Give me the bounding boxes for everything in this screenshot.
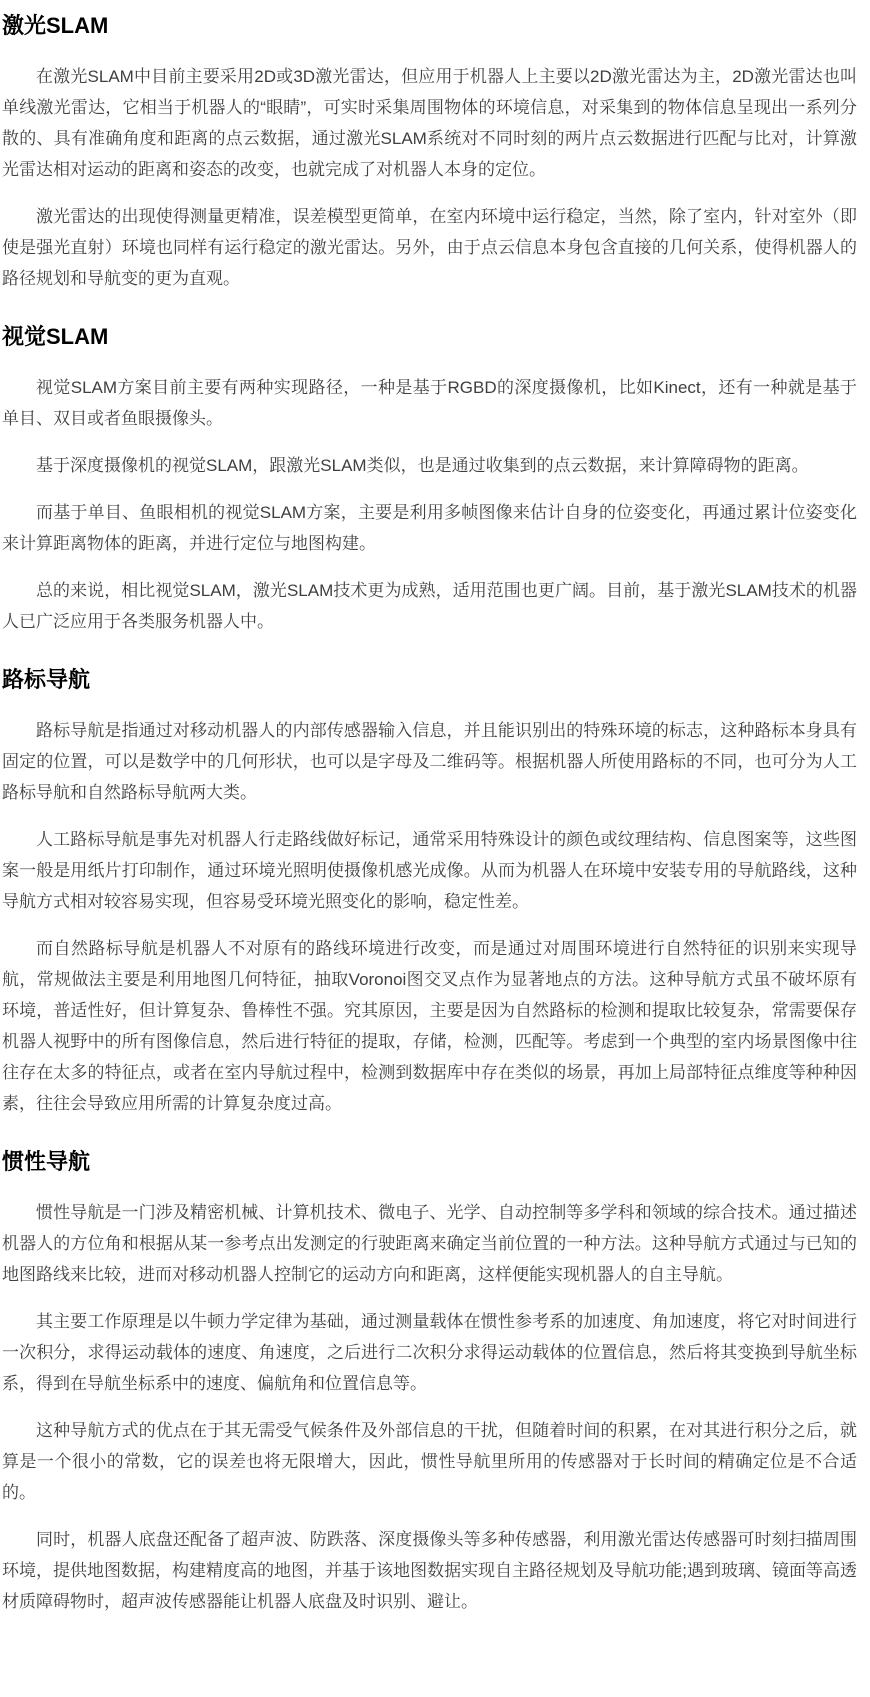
- section-landmark-navigation: [2, 667, 857, 1119]
- section-laser-slam: [2, 13, 857, 294]
- paragraph: 同时，机器人底盘还配备了超声波、防跌落、深度摄像头等多种传感器，利用激光雷达传感器可时刻扫描周围环境，提供地图数据，构建精度高的地图，并基于该地图数据实现自主路径规划及导航功能;遇到玻璃、镜面等高透材质障碍物时，超声波传感器能让机器人底盘及时识别、避让。: [2, 1530, 857, 1611]
- paragraph: 而自然路标导航是机器人不对原有的路线环境进行改变，而是通过对周围环境进行自然特征的识别来实现导航，常规做法主要是利用地图几何特征，抽取Voronoi图交叉点作为显著地点的方法。这种导航方式虽不破坏原有环境，普适性好，但计算复杂、鲁棒性不强。究其原因，主要是因为自然路标的检测和提取比较复杂，常需要保存机器人视野中的所有图像信息，然后进行特征的提取，存储，检测，匹配等。考虑到一个典型的室内场景图像中往往存在太多的特征点，或者在室内导航过程中，检测到数据库中存在类似的场景，再加上局部特征点维度等种种因素，往往会导致应用所需的计算复杂度过高。: [2, 939, 857, 1113]
- article: [2, 13, 857, 1617]
- section-visual-slam: [2, 324, 857, 637]
- paragraph: 路标导航是指通过对移动机器人的内部传感器输入信息，并且能识别出的特殊环境的标志，这种路标本身具有固定的位置，可以是数学中的几何形状，也可以是字母及二维码等。根据机器人所使用路标的不同，也可分为人工路标导航和自然路标导航两大类。: [2, 721, 857, 802]
- paragraph: 人工路标导航是事先对机器人行走路线做好标记，通常采用特殊设计的颜色或纹理结构、信息图案等，这些图案一般是用纸片打印制作，通过环境光照明使摄像机感光成像。从而为机器人在环境中安装专用的导航路线，这种导航方式相对较容易实现，但容易受环境光照变化的影响，稳定性差。: [2, 830, 857, 911]
- heading-inertial-navigation: 惯性导航: [2, 1149, 91, 1174]
- paragraph: 这种导航方式的优点在于其无需受气候条件及外部信息的干扰，但随着时间的积累，在对其进行积分之后，就算是一个很小的常数，它的误差也将无限增大，因此，惯性导航里所用的传感器对于长时间的精确定位是不合适的。: [2, 1421, 857, 1502]
- paragraph: 总的来说，相比视觉SLAM，激光SLAM技术更为成熟，适用范围也更广阔。目前，基于激光SLAM技术的机器人已广泛应用于各类服务机器人中。: [2, 581, 857, 631]
- paragraph: 惯性导航是一门涉及精密机械、计算机技术、微电子、光学、自动控制等多学科和领域的综合技术。通过描述机器人的方位角和根据从某一参考点出发测定的行驶距离来确定当前位置的一种方法。这种导航方式通过与已知的地图路线来比较，进而对移动机器人控制它的运动方向和距离，这样便能实现机器人的自主导航。: [2, 1203, 857, 1284]
- heading-laser-slam: 激光SLAM: [2, 13, 109, 38]
- paragraph: 视觉SLAM方案目前主要有两种实现路径，一种是基于RGBD的深度摄像机，比如Kinect，还有一种就是基于单目、双目或者鱼眼摄像头。: [2, 378, 857, 428]
- paragraph: 激光雷达的出现使得测量更精准，误差模型更简单，在室内环境中运行稳定，当然，除了室内，针对室外（即使是强光直射）环境也同样有运行稳定的激光雷达。另外，由于点云信息本身包含直接的几何关系，使得机器人的路径规划和导航变的更为直观。: [2, 207, 857, 288]
- heading-visual-slam: 视觉SLAM: [2, 324, 109, 349]
- paragraph: 其主要工作原理是以牛顿力学定律为基础，通过测量载体在惯性参考系的加速度、角加速度，将它对时间进行一次积分，求得运动载体的速度、角速度，之后进行二次积分求得运动载体的位置信息，然后将其变换到导航坐标系，得到在导航坐标系中的速度、偏航角和位置信息等。: [2, 1312, 857, 1393]
- paragraph: 在激光SLAM中目前主要采用2D或3D激光雷达，但应用于机器人上主要以2D激光雷达为主，2D激光雷达也叫单线激光雷达，它相当于机器人的“眼睛”，可实时采集周围物体的环境信息，对采集到的物体信息呈现出一系列分散的、具有准确角度和距离的点云数据，通过激光SLAM系统对不同时刻的两片点云数据进行匹配与比对，计算激光雷达相对运动的距离和姿态的改变，也就完成了对机器人本身的定位。: [2, 67, 857, 179]
- paragraph: 而基于单目、鱼眼相机的视觉SLAM方案，主要是利用多帧图像来估计自身的位姿变化，再通过累计位姿变化来计算距离物体的距离，并进行定位与地图构建。: [2, 503, 857, 553]
- section-inertial-navigation: [2, 1149, 857, 1617]
- heading-landmark-navigation: 路标导航: [2, 667, 91, 692]
- paragraph: 基于深度摄像机的视觉SLAM，跟激光SLAM类似，也是通过收集到的点云数据，来计算障碍物的距离。: [36, 456, 809, 475]
